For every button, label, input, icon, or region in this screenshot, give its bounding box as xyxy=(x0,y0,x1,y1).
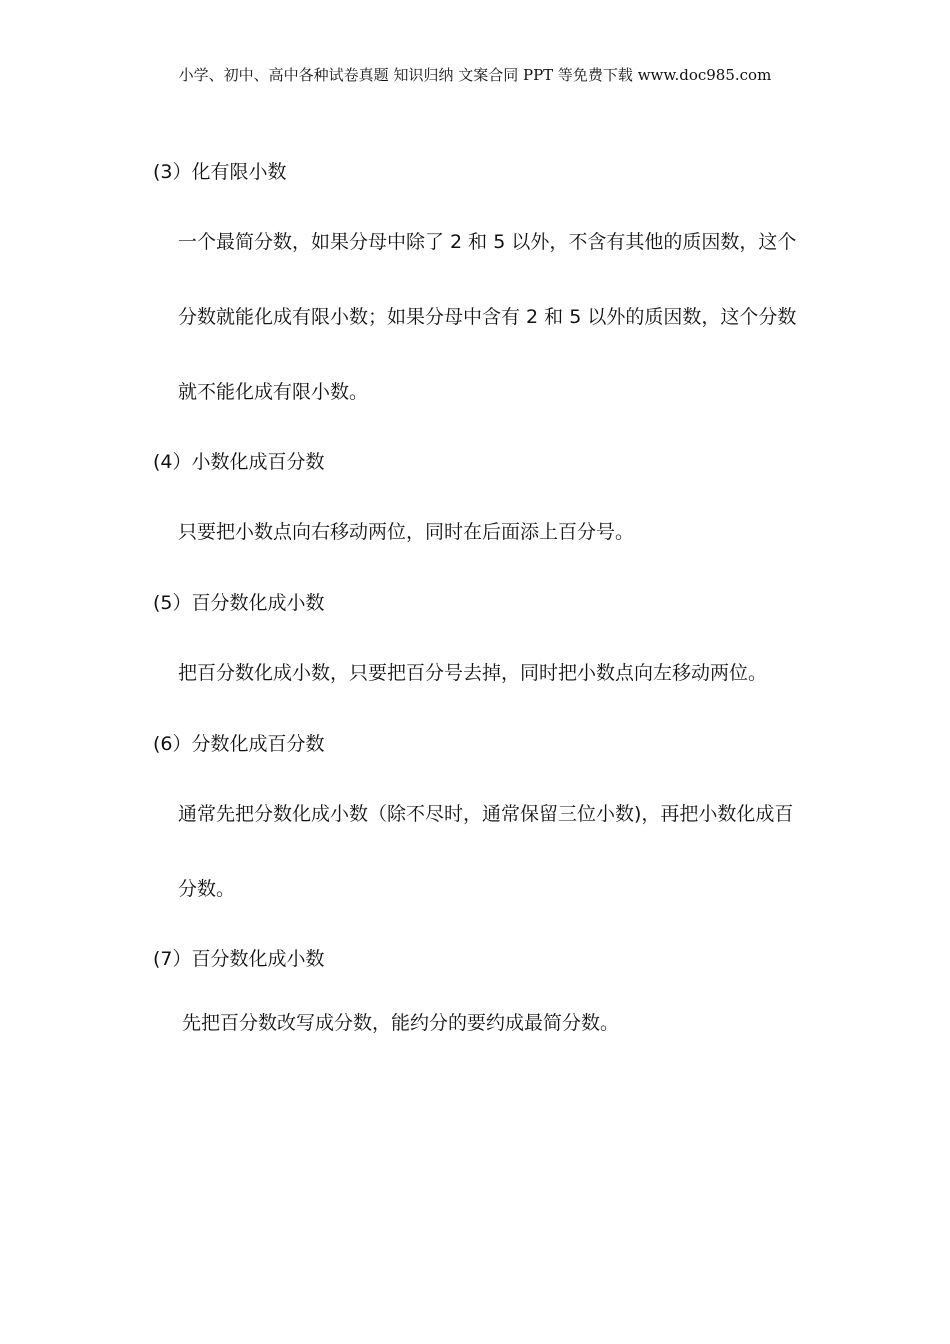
body-line: 把百分数化成小数，只要把百分号去掉，同时把小数点向左移动两位。 xyxy=(178,662,768,684)
body-line: 只要把小数点向右移动两位，同时在后面添上百分号。 xyxy=(178,521,635,543)
section-heading: (6）分数化成百分数 xyxy=(153,733,325,755)
section-heading: (7）百分数化成小数 xyxy=(153,948,325,970)
body-line: 分数就能化成有限小数；如果分母中含有 2 和 5 以外的质因数，这个分数 xyxy=(178,306,797,328)
page-header: 小学、初中、高中各种试卷真题 知识归纳 文案合同 PPT 等免费下载 www.doc985.com xyxy=(178,66,772,84)
body-line: 就不能化成有限小数。 xyxy=(178,381,369,403)
body-line: 先把百分数改写成分数，能约分的要约成最简分数。 xyxy=(182,1012,620,1034)
section-heading: (5）百分数化成小数 xyxy=(153,592,325,614)
body-line: 分数。 xyxy=(178,878,236,900)
section-heading: (4）小数化成百分数 xyxy=(153,451,325,473)
section-heading: (3）化有限小数 xyxy=(153,161,287,183)
body-line: 一个最简分数，如果分母中除了 2 和 5 以外，不含有其他的质因数，这个 xyxy=(178,231,797,253)
body-line: 通常先把分数化成小数（除不尽时，通常保留三位小数)，再把小数化成百 xyxy=(178,803,794,825)
